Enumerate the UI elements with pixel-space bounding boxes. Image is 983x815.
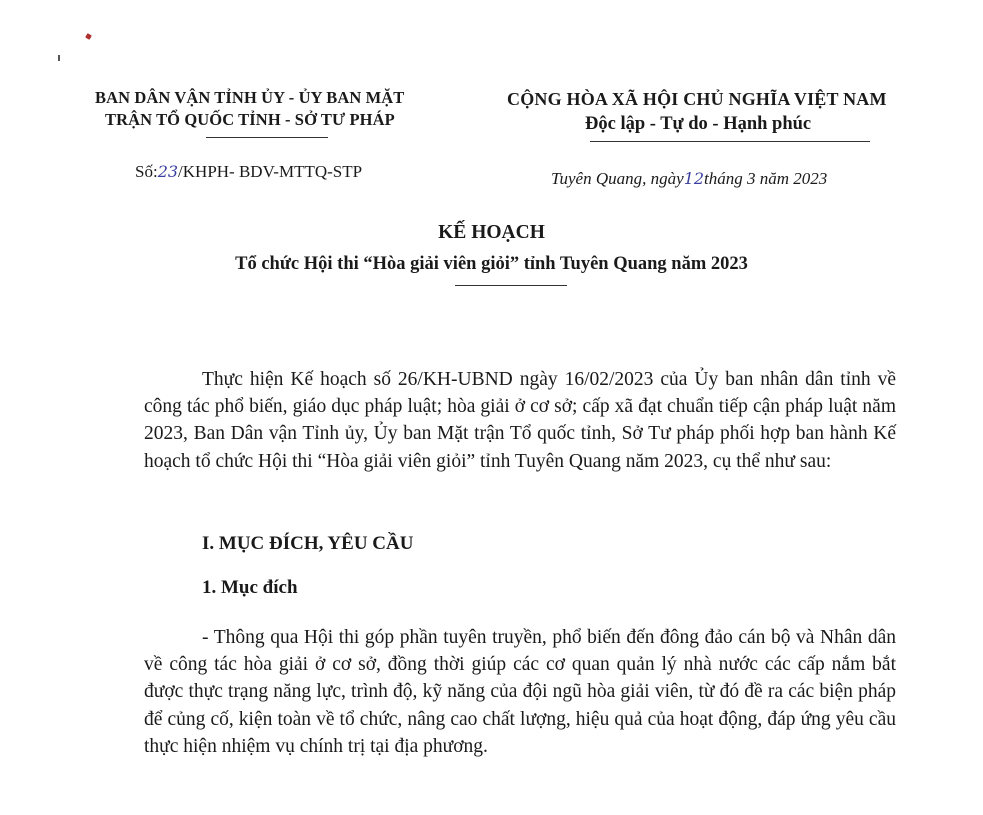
header-right-rule <box>590 141 870 142</box>
section-heading: I. MỤC ĐÍCH, YÊU CẦU <box>202 533 414 554</box>
purpose-paragraph: - Thông qua Hội thi góp phần tuyên truyền, phổ biến đến đông đảo cán bộ và Nhân dân về công tác hòa giải ở cơ sở, đồng thời giúp các cơ quan quản lý nhà nước các cấp nắm bắt được thực trạng năng lực, trình độ, kỹ năng của đội ngũ hòa giải viên, từ đó đề ra các biện pháp để củng cố, kiện toàn về tổ chức, nâng cao chất lượng, hiệu quả của hoạt động, đáp ứng yêu cầu thực hiện nhiệm vụ chính trị tại địa phương. <box>144 627 896 757</box>
document-subject: Tổ chức Hội thi “Hòa giải viên giỏi” tỉnh Tuyên Quang năm 2023 <box>235 254 748 274</box>
title-rule <box>455 285 567 286</box>
national-title: CỘNG HÒA XÃ HỘI CHỦ NGHĨA VIỆT NAM <box>507 89 887 109</box>
document-number-suffix: /KHPH- BDV-MTTQ-STP <box>178 162 363 181</box>
intro-paragraph: Thực hiện Kế hoạch số 26/KH-UBND ngày 16/02/2023 của Ủy ban nhân dân tỉnh về công tác phổ biến, giáo dục pháp luật; hòa giải ở cơ sở; cấp xã đạt chuẩn tiếp cận pháp luật năm 2023, Ban Dân vận Tỉnh ủy, Ủy ban Mặt trận Tổ quốc tỉnh, Sở Tư pháp phối hợp ban hành Kế hoạch tổ chức Hội thi “Hòa giải viên giỏi” tỉnh Tuyên Quang năm 2023, cụ thể như sau: <box>144 369 896 472</box>
document-number-handwritten: 23 <box>157 162 179 181</box>
place-and-date <box>551 169 827 189</box>
subsection-heading: 1. Mục đích <box>202 577 298 598</box>
document-number <box>135 162 362 182</box>
issuing-org-line-2: TRẬN TỔ QUỐC TỈNH - SỞ TƯ PHÁP <box>105 110 395 129</box>
place-date-prefix: Tuyên Quang, ngày <box>551 169 684 188</box>
issuing-org-line-1: BAN DÂN VẬN TỈNH ỦY - ỦY BAN MẶT <box>95 88 405 107</box>
scan-artifact <box>85 33 92 40</box>
document-type: KẾ HOẠCH <box>438 222 545 243</box>
place-date-suffix: tháng 3 năm 2023 <box>704 169 828 188</box>
scan-artifact <box>58 55 60 61</box>
day-handwritten: 12 <box>683 169 705 188</box>
header-left-rule <box>206 137 328 138</box>
document-number-prefix: Số: <box>135 162 158 181</box>
national-motto: Độc lập - Tự do - Hạnh phúc <box>585 114 812 134</box>
